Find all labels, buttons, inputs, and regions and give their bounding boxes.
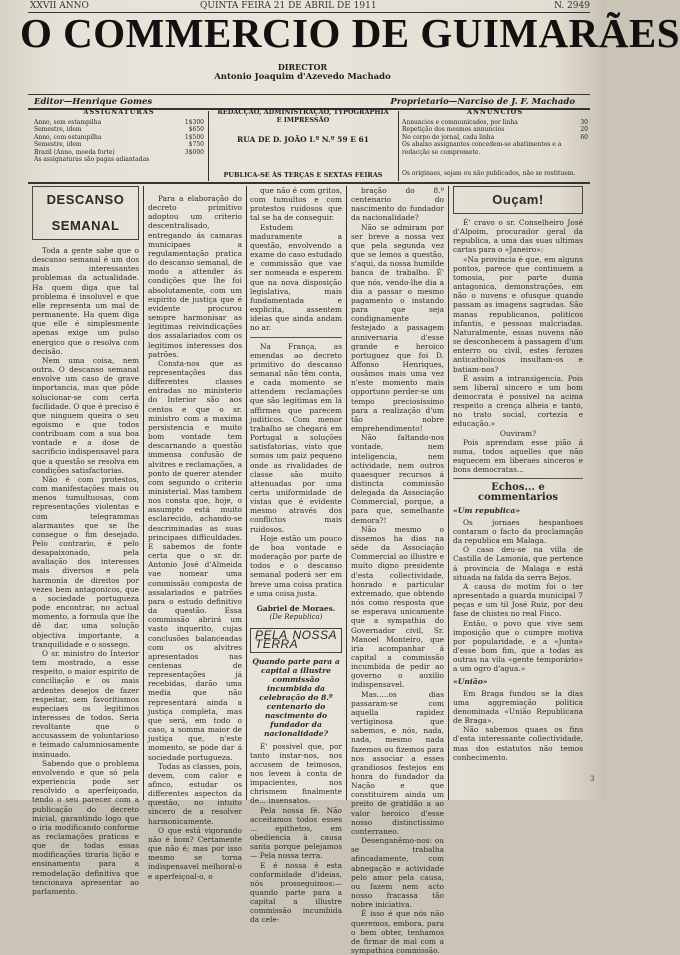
section-question: Quando parte para a capital a illustre commissão incumbida da celebração do 8.º centenario do nascimento do fundador da nacionalidade? [252, 656, 340, 738]
assignaturas-note: As assignaturas são pagas adiantadas [34, 156, 150, 163]
masthead-rule [28, 94, 590, 95]
issue-date: QUINTA FEIRA 21 DE ABRIL DE 1911 [200, 1, 377, 11]
article-paragraph: Ouviram? [499, 428, 537, 438]
article-paragraph: Não sabemos quaes os fins d'esta interessante collectividade, mas dos estatutos não temos conhecimento. [453, 725, 583, 762]
assignaturas-box [34, 109, 204, 181]
article-paragraph: Hoje estão um pouco de boa vontade e moderação por parte de todos e o descanso semanal poderá ser em breve uma coisa pratica e uma coisa justa. [250, 533, 342, 598]
masthead-title: O COMMERCIO DE GUIMARÃES [20, 10, 680, 56]
info-divider [398, 111, 399, 181]
article-paragraph: Desenganêmo-nos: ou se trabalha afincadamente, com abnegação e actividade pelo amor pela causa, ou fazem nem acto nosso fracassa tão nobre iniciativa. [351, 836, 444, 910]
article-paragraph: Não faltando-nos vontade, nem inteligencia, nem actividade, nem outros quaesquer recursos á distincta commissão delegada da Associação Commercial, porque, a para que, semelhante demora?! [351, 433, 444, 525]
price-row: Anno, com estampilha 1$500 [34, 133, 204, 141]
editor-credit: Editor—Henrique Gomes [34, 97, 153, 107]
article-paragraph: «Na provincia é que, em alguns pontos, parece que continuem a tomosia, por parte duma antagonica, demonstrações, em não o nuvens e ofusque quando passam as imagens sagradas. São manas republicanos, politicos infantis, e pessoas malcriadas. Naturalmente, essas nuvens não se desconhecem à passagem d'um enterro ou civil, estes ferozes anticatholicos insultam-os e batiam-nos? [453, 254, 583, 374]
price-row: No corpo do jornal, cada linha 60 [402, 133, 588, 141]
redaccao-line1: REDACÇÃO, ADMINISTRAÇÃO, TYPOGRAPHIA [217, 108, 389, 116]
article-paragraph: Sabendo que o problema envolvendo e que só pela experiencia pode ser resolvido a aperfeiçoado, tendo o seu parecer com a publicação do decreto inicial, garantindo logo que o iria modificando conforme as reclamações praticas e que de todas essas modificações tiraria lição e ensinamento para a remodelação definitiva que tencionava apresentar ao parlamento. [32, 758, 139, 896]
section-heading: PELA NOSSA TERRA [250, 628, 342, 652]
ouçam-headline: Ouçam! [453, 186, 583, 214]
redaccao-box [212, 109, 394, 181]
column-1 [32, 186, 139, 896]
article-paragraph: Pela nossa fé. Não acceitamos todos esses ... epithetos, em obediencia à causa santa porque pelejamos — Pela nossa terra. [250, 805, 342, 861]
column-rule [246, 186, 247, 800]
annuncios-note: Os abaixo assignantes concedem-se abatimentos e a redacção se compromete. [402, 141, 562, 156]
article-paragraph: A causa do motim foi o ter apresentado a guarda municipal 7 peças e um til José Ruiz, por deu fase de chistes no real Fisco. [453, 581, 583, 619]
info-bottom-rule [28, 182, 590, 184]
owner-credit: Proprietario—Narciso de J. F. Machado [390, 97, 575, 107]
article-signature: Gabriel de Moraes. [256, 603, 336, 613]
price-row: Brazil (Anno, moeda forte) 3$000 [34, 148, 204, 156]
article-paragraph: Não mesmo o dissemos ha dias na séde da Associação Commercial ao illustre e muito digno presidente d'esta collectividade, honrado e particular extremado, que obtendo nós como resposta que se esperava unicamente que a sympathia do Governador civil, Sr. Manoel Monteiro, que iria acompanhar á capital a commissão incumbida de pedir ao governo o auxilio indispensavel. [351, 524, 444, 690]
margin-number: 3 [590, 775, 595, 783]
article-paragraph: Em Braga fundou se la dias uma aggremiação politica denominada «União Republicana de Braga». [453, 688, 583, 726]
separator [250, 337, 342, 338]
article-paragraph: É' possivel que, por tanto instar-nos, nos accusem de teimosos, nos levem à conta de impacientes, nos chrismem finalmente de... insensatos. [250, 741, 342, 806]
article-paragraph: É' cravo o sr. Conselheiro José d'Alpoim, procurador geral da republica, a uma das suas ultimas cartas para o «Janeiro»: [453, 218, 583, 255]
article-paragraph: Então, o povo que vive sem imposição que o cumpre motiva por popularidade, e a «Junta» d'esse bom fim, que a todas as outras na vila «gente temporário» a um ogro d'agua.» [453, 618, 583, 674]
echos-subheading: «Um republica» [453, 505, 521, 515]
article-paragraph: Estudem maduramente a questão, envolvendo a exame do caso estudado e commissão que vae ser nomeada e esperem que na nova disposição legislativa, mais fundamentada e explicita, assentem ideias que ainda andam no ar. [250, 222, 342, 333]
price-row: Anno, sem estampilha 1$300 [34, 118, 204, 126]
article-paragraph: Os jornaes hespanhoes contaram o facto da proclamação da republica em Malaga. [453, 517, 583, 546]
column-4 [351, 186, 444, 955]
article-headline: DESCANSO SEMANAL [32, 186, 139, 240]
echos-heading: Echos... e commentarios [477, 482, 559, 503]
director-name: Antonio Joaquim d'Azevedo Machado [214, 72, 391, 82]
column-3 [250, 186, 342, 925]
column-rule [448, 186, 449, 800]
echos-subheading: «União» [453, 676, 488, 686]
price-row: Semestre, idem $650 [34, 126, 204, 133]
article-paragraph: Para a elaboração do decreto primitivo adoptou um criterio descentralisado, entregando ás camaras municipaes a regulamentação pratica do descanso semanal, de modo a attender ás condições que lhe foi absolutamente, com um espirito de justiça que é evidente procurou sempre harmonisar as legitimas reivindicações dos assalariados com os legitimos interesses dos patrões. [148, 194, 242, 359]
article-paragraph: Não é com protestos, com manifestações mais ou menos tumultuosas, com representações violentas e com telegrammas alarmantes que se lhe consegue o fim desejado. Pelo contrario, é pelo desapaixonado, pela avaliação dos interesses mais diversos e pela harmonia de direitos por vezes bem antagonicos, que a sociedade portugueza pode encontrar, no actual momento, a formula que lhe dê dar, uma solução objectiva importante, a tranquilidade e o sossego. [32, 474, 139, 649]
article-paragraph: Mas.....os dias passaram-se com aquella rapidez vertiginosa que sabemos, e nós, nada, nada, mesmo nada fazemos ou fizemos para nos associar a esses grandiosos festejos em honra do fundador da Nação e que constituirem ainda um preito de gratidão a ao valor heroico d'esse nosso distinctissimo conterraneo. [351, 689, 444, 836]
article-paragraph: O caso deu-se na villa de Castilla de Lamonia, que pertence á provincia de Malaga e está situada na falda da serra Bejos. [453, 545, 583, 582]
article-paragraph: É assim a intransigencia. Pois sem liberal sincero e um bom democrata é possivel na acima respeito a crença alheia e tanto, no trato social, cortezia e educação.» [453, 373, 583, 429]
annuncios-box [402, 109, 588, 181]
column-5 [453, 186, 583, 800]
director-label: DIRECTOR [277, 62, 328, 72]
column-rule [143, 186, 144, 800]
article-paragraph: Nem uma coisa, nem outra. O descanso semanal envolve um caso de grave importancia, mas que pôde solucionar-se com certa facilidade. O que é preciso é que ninguem queira o seu egoismo e que todos contribuam com a sua boa vontade e a dose de sacrificio indispensavel para que a questão se resolva em condições satisfactorias. [32, 355, 139, 475]
volume-label: XXVII ANNO [30, 1, 89, 11]
price-row: Semestre, idem $750 [34, 141, 204, 148]
redaccao-address: RUA DE D. JOÃO I.º N.º 59 E 61 [237, 135, 369, 144]
annuncios-note: Os originaes, sejam ou não publicados, não se restituem. [402, 170, 576, 177]
article-paragraph: Consta-nos que as representações das differentes classes entradas no ministerio do Interior são aos centos e que o sr. ministro com a maxima persistencia e muito bom vontade tem descarnando a questão immensa confusão de alvitres e reclamações, a ponto de querer atender com segundo o criterio ministerial. Mas tambem nos consta que, hoje, o assumpto está muito esclarecido, achando-se descriminadas as suas principaes difficuldades. E sabemos de fonte certa que o sr. dr. Antonio José d'Almeida vae nomear uma commissão composta de assalariados e patrões para o estudo definitivo da questão. Essa commissão abrirá um vasto inquerito, cujas conclusões balanceadas com os alvitres apresentados nas centenas de representações já recebidas, darão uma media que não representará ainda a justiça completa, mas que será, em todo o caso, a somma maior de justiça que, n'este momento, se pode dar á sociedade portugueza. [148, 358, 242, 762]
article-source: (De Republica) [269, 613, 323, 622]
article-paragraph: Não se admiram por ser breve a nossa vez que pela segunda vez que se lemos a questão, s'aqui, da nossa humilde banca de trabalho. É' que nós, vendo-lhe dia a dia a passar o mesmo pagamento o instando para que seja condignamente festejado a passagem anniversaria d'esse grande e heroico portuguez que foi D. Affonso Henriques, ousâmos mais uma vez n'este momento mais opportuno perder-se um tempo preciosissimo para a realização d'um tão nobre emprehendimento! [351, 222, 444, 434]
column-2 [148, 194, 242, 881]
column-rule [346, 186, 347, 800]
article-paragraph: Todas as classes, pois, devem, com calor e afinco, estudar os differentes aspectos da questão, no intuito sincero de a resolver harmonicamente. [148, 761, 242, 826]
article-paragraph: É isso é que nós não queremos, embora, para o bem obter, tenhamos de firmar de mal com a sympathica commissão. [351, 909, 444, 955]
price-row: Repetição dos mesmos annuncios 20 [402, 126, 588, 133]
publication-days: PUBLICA-SE ÀS TERÇAS E SEXTAS FEIRAS [223, 170, 383, 179]
separator [453, 478, 583, 479]
article-paragraph: O que está vigorando não é bom? Certamente que não é; mas por isso mesmo se torna indispensavel melhoral-o e aperfeiçoal-o, o [148, 825, 242, 881]
assignaturas-heading: ASSIGNATURAS [83, 108, 155, 116]
article-paragraph: que não é com gritos, com tumultos e com protestos ruidosos que tal se ha de conseguir. [250, 186, 342, 223]
annuncios-heading: ANNUNCIOS [466, 108, 524, 116]
price-row: Annuncios e communicados, por linha 30 [402, 118, 588, 126]
article-paragraph: bração do 8.º centenario do nascimento do fundador da nacionalidade? [351, 186, 444, 223]
article-paragraph: E é nossa é esta conformidade d'ideias, nós prosseguimos:—quando parte para a capital a illustre commissão incumbida da cele- [250, 860, 342, 925]
article-paragraph: Toda a gente sabe que o descanso semanal é um dos mais interessantes problemas da actualidade. Ha quem diga que tal problema é insoluvel e que elle representa um mal de permanente. Ha quem diga que elle é simplesmente apenas exige um pulso energico que o resolva com decisão. [32, 246, 139, 356]
article-paragraph: Na França, as emendas ao decreto primitivo do descanso semanal não têm conta, e cada momento se attendem reclamações que são legitimas em lá affirmes que parecem juditicos. Com menor trabalho se chegará em Portugal a soluções satisfatorias, visto que somos um paiz pequeno onde as rivalidades de classe são muito attenuadas por uma certa uniformidade de vistas que é evidente mesmo através dos conflictos mais ruidosos. [250, 341, 342, 534]
redaccao-line2: E IMPRESSÃO [276, 115, 330, 124]
issue-number: N. 2949 [554, 1, 590, 11]
article-paragraph: Pois aprendam esse pião á suma, todos aquelles que não esquecem em liberaes sinceros e bons democratas... [453, 437, 583, 475]
info-divider [208, 111, 209, 181]
article-paragraph: O sr. ministro do Interior tem mostrado, a esse respeito, o maior espirito de conciliação e os mais ardentes desejos de fazer respeitar, sem favoritismos especiaes os legitimos interesses de todos. Seria revoltante que o accusassem de voluntarioso e teimado calumniosamente insinuado. [32, 648, 139, 759]
